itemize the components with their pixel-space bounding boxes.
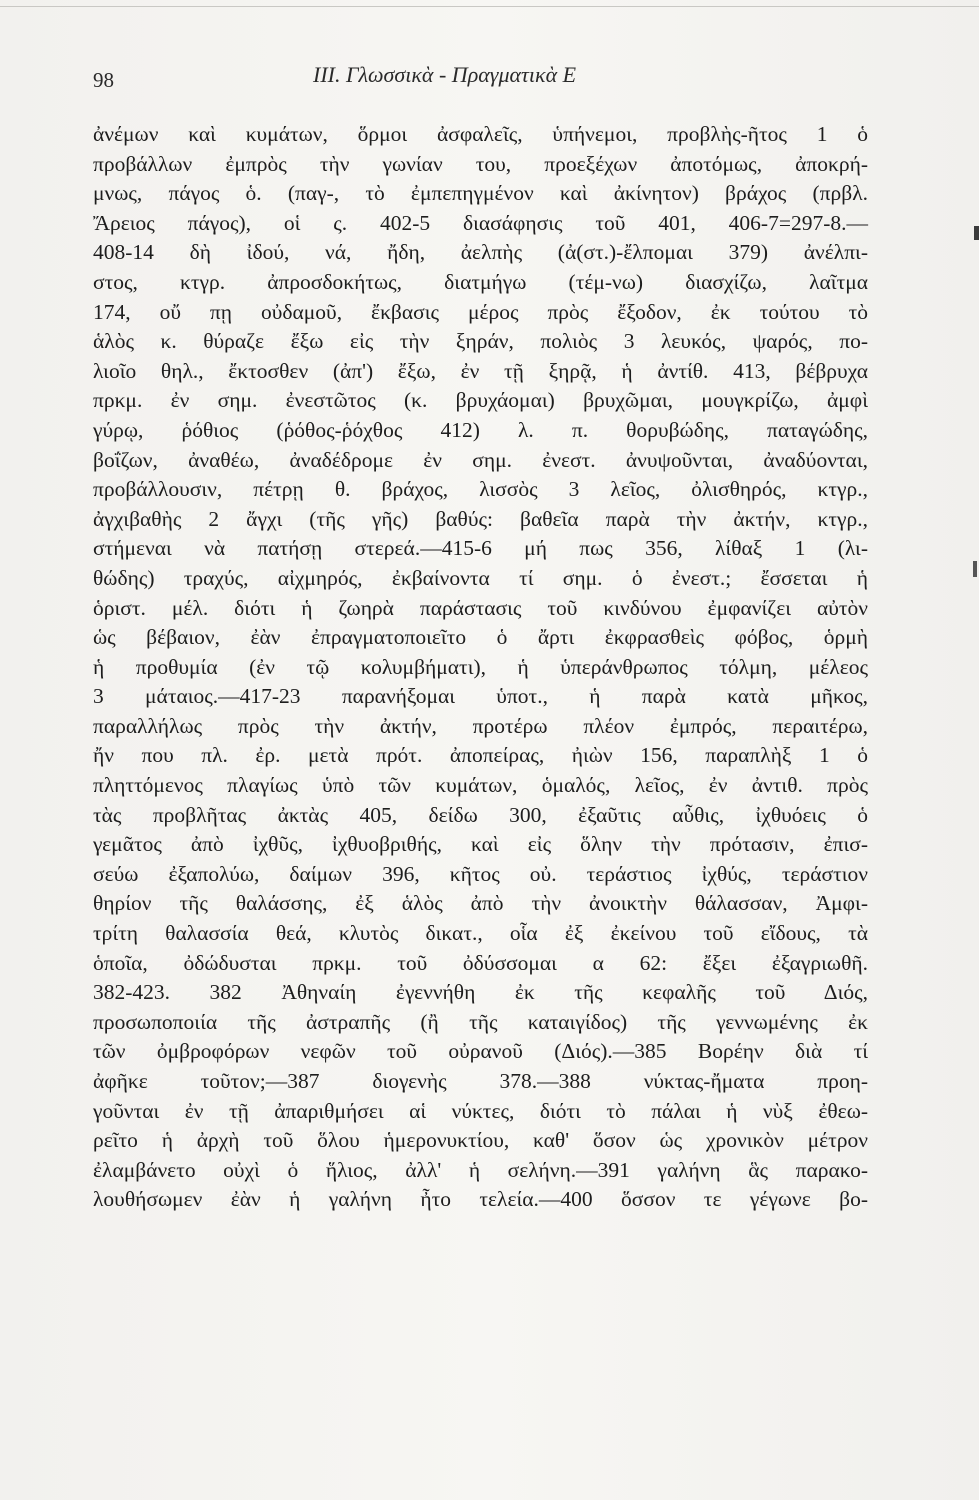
text-line: 3 μάταιος.—417-23 παρανήξομαι ὑποτ., ἡ παρὰ κατὰ μῆκος,	[93, 684, 868, 709]
text-line: γοῦνται ἐν τῇ ἀπαριθμήσει αἱ νύκτες, διότι τὸ πάλαι ἡ νὺξ ἐθεω-	[93, 1098, 868, 1123]
text-line: τρίτη θαλασσία θεά, κλυτὸς δικατ., οἷα ἐξ ἐκείνου τοῦ εἴδους, τὰ	[93, 921, 868, 946]
text-line: θηρίον τῆς θαλάσσης, ἐξ ἁλὸς ἀπὸ τὴν ἀνοικτὴν θάλασσαν, Ἀμφι-	[93, 891, 868, 916]
text-line: προβάλλων ἐμπρὸς τὴν γωνίαν του, προεξέχων ἀποτόμως, ἀποκρή-	[93, 151, 868, 176]
text-line: ρεῖτο ἡ ἀρχὴ τοῦ ὅλου ἡμερονυκτίου, καθ' ὅσον ὡς χρονικὸν μέτρον	[93, 1128, 868, 1153]
text-line: πρκμ. ἐν σημ. ἐνεστῶτος (κ. βρυχάομαι) βρυχῶμαι, μουγκρίζω, ἀμφὶ	[93, 388, 868, 413]
text-line: τῶν ὀμβροφόρων νεφῶν τοῦ οὐρανοῦ (Διός).—385 Βορέην διὰ τί	[93, 1039, 868, 1064]
text-line	[93, 1215, 868, 1245]
text-line: ἀγχιβαθὴς 2 ἄγχι (τῆς γῆς) βαθύς: βαθεῖα παρὰ τὴν ἀκτήν, κτγρ.,	[93, 506, 868, 531]
page-header	[0, 58, 979, 98]
text-line: γύρῳ, ῥόθιος (ῥόθος-ῥόχθος 412) λ. π. θορυβώδης, παταγώδης,	[93, 417, 868, 442]
text-line: ἤν που πλ. ἐρ. μετὰ πρότ. ἀποπείρας, ἠιὼν 156, παραπλὴξ 1 ὁ	[93, 743, 868, 768]
text-line: ἁλὸς κ. θύραζε ἔξω εἰς τὴν ξηράν, πολιὸς 3 λευκός, ψαρός, πο-	[93, 329, 868, 354]
text-line: στος, κτγρ. ἀπροσδοκήτως, διατμήγω (τέμ-νω) διασχίζω, λαῖτμα	[93, 269, 868, 294]
text-line: παραλλήλως πρὸς τὴν ἀκτήν, προτέρω πλέον ἐμπρός, περαιτέρω,	[93, 713, 868, 738]
text-line: 174, οὔ πῃ οὐδαμοῦ, ἔκβασις μέρος πρὸς ἔξοδον, ἐκ τούτου τὸ	[93, 299, 868, 324]
text-line: προσωποποιία τῆς ἀστραπῆς (ἢ τῆς καταιγίδος) τῆς γεννωμένης ἐκ	[93, 1009, 868, 1034]
running-head: ΙΙΙ. Γλωσσικὰ - Πραγματικὰ Ε	[313, 62, 577, 87]
text-line: μνως, πάγος ὁ. (παγ-, τὸ ἐμπεπηγμένον καὶ ἀκίνητον) βράχος (πρβλ.	[93, 181, 868, 206]
page-edge-mark	[974, 226, 979, 240]
text-line: γεμᾶτος ἀπὸ ἰχθῦς, ἰχθυοβριθής, καὶ εἰς ὅλην τὴν πρότασιν, ἐπισ-	[93, 832, 868, 857]
text-line: ἀνέμων καὶ κυμάτων, ὅρμοι ἀσφαλεῖς, ὑπήνεμοι, προβλὴς-ῆτος 1 ὁ	[93, 122, 868, 146]
commentary-text	[93, 120, 868, 1245]
text-line: προβάλλουσιν, πέτρῃ θ. βράχος, λισσὸς 3 λεῖος, ὀλισθηρός, κτγρ.,	[93, 477, 868, 502]
text-line: πληττόμενος πλαγίως ὑπὸ τῶν κυμάτων, ὁμαλός, λεῖος, ἐν ἀντιθ. πρὸς	[93, 773, 868, 798]
text-line: σεύω ἐξαπολύω, δαίμων 396, κῆτος οὐ. τεράστιος ἰχθύς, τεράστιον	[93, 861, 868, 886]
text-line: θώδης) τραχύς, αἰχμηρός, ἐκβαίνοντα τί σημ. ὁ ἐνεστ.; ἔσσεται ἡ	[93, 565, 868, 590]
page-number: 98	[93, 68, 114, 92]
text-line: 408-14 δὴ ἰδού, νά, ἤδη, ἀελπὴς (ἀ(στ.)-ἔλπομαι 379) ἀνέλπι-	[93, 240, 868, 265]
text-line: ὡς βέβαιον, ἐὰν ἐπραγματοποιεῖτο ὁ ἄρτι ἐκφρασθεὶς φόβος, ὁρμὴ	[93, 625, 868, 650]
text-line: τὰς προβλῆτας ἀκτὰς 405, δείδω 300, ἐξαῦτις αὖθις, ἰχθυόεις ὁ	[93, 802, 868, 827]
text-line: λουθήσωμεν ἐὰν ἡ γαλήνη ἦτο τελεία.—400 ὅσσον τε γέγωνε βο-	[93, 1187, 868, 1212]
text-line: λιοῖο θηλ., ἔκτοσθεν (ἀπ') ἔξω, ἐν τῇ ξηρᾷ, ἡ ἀντίθ. 413, βέβρυχα	[93, 358, 868, 383]
text-line: ἐλαμβάνετο οὐχὶ ὁ ἥλιος, ἀλλ' ἡ σελήνη.—391 γαλήνη ἃς παρακο-	[93, 1157, 868, 1182]
page-top-edge	[0, 6, 979, 7]
text-line: ὁποῖα, ὀδώδυσται πρκμ. τοῦ ὀδύσσομαι α 62: ἔξει ἐξαγριωθῆ.	[93, 950, 868, 975]
page-edge-mark	[973, 561, 977, 577]
text-line: ὁριστ. μέλ. διότι ἡ ζωηρὰ παράστασις τοῦ κινδύνου ἐμφανίζει αὐτὸν	[93, 595, 868, 620]
text-line: ἀφῆκε τοῦτον;—387 διογενὴς 378.—388 νύκτας-ἤματα προη-	[93, 1069, 868, 1093]
text-line: 382-423. 382 Ἀθηναίη ἐγεννήθη ἐκ τῆς κεφαλῆς τοῦ Διός,	[93, 980, 868, 1005]
text-line: στήμεναι νὰ πατήσῃ στερεά.—415-6 μή πως 356, λίθαξ 1 (λι-	[93, 536, 868, 561]
text-line: βοΐζων, ἀναθέω, ἀναδέδρομε ἐν σημ. ἐνεστ. ἀνυψοῦνται, ἀναδύονται,	[93, 447, 868, 472]
text-line: Ἄρειος πάγος), οἱ ς. 402-5 διασάφησις τοῦ 401, 406-7=297-8.—	[93, 210, 868, 235]
text-line: ἡ προθυμία (ἐν τῷ κολυμβήματι), ἡ ὑπεράνθρωπος τόλμη, μέλεος	[93, 654, 868, 679]
